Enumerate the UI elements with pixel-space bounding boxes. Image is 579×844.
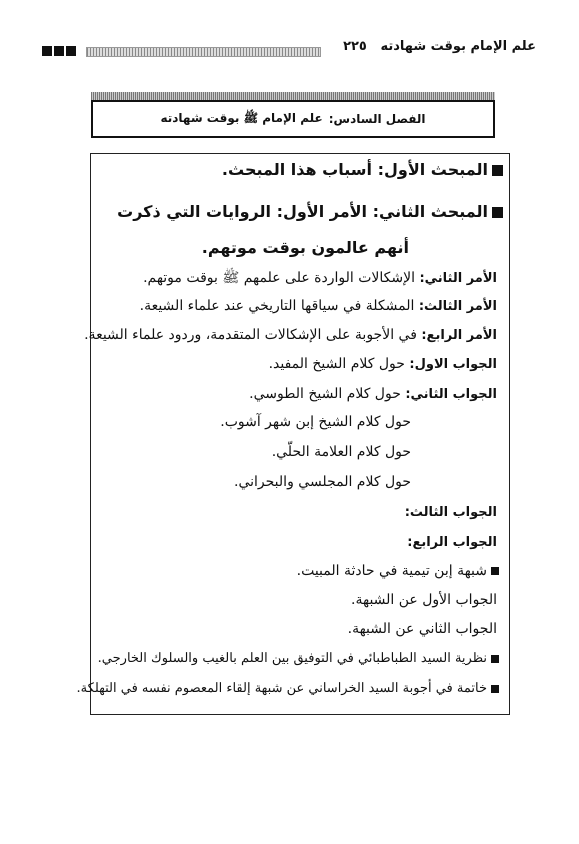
bullet-square-icon [492,207,503,218]
toc-text: حول كلام الشيخ الطوسي. [249,386,401,402]
bullet-square-icon [492,165,503,176]
page-number: ٢٢٥ [343,39,367,54]
toc-text: نظرية السيد الطباطبائي في التوفيق بين العلم بالغيب والسلوك الخارجي. [97,651,487,666]
chapter-title-box [91,92,495,138]
toc-text: حول كلام الشيخ إبن شهر آشوب. [220,414,411,430]
toc-text: المبحث الأول: أسباب هذا المبحث. [221,160,488,179]
running-header [40,38,536,62]
toc-line-r16 [348,621,497,637]
toc-line-r17 [98,651,499,666]
chapter-label: الفصل السادس: [328,112,426,126]
toc-text: الجواب الثاني عن الشبهة. [347,621,497,637]
toc-text: الإشكالات الواردة على علمهم ﷺ بوقت موتهم. [143,270,415,286]
chapter-title: علم الإمام ﷺ بوقت شهادته [160,110,323,125]
toc-text: حول كلام المجلسي والبحراني. [234,474,411,490]
toc-line-r10 [272,444,411,460]
toc-line-r12 [405,504,497,520]
toc-line-r14 [297,563,499,579]
chapter-box [91,100,495,138]
header-marks [42,46,76,56]
toc-line-r7 [269,356,497,372]
toc-text: المبحث الثاني: الأمر الأول: الروايات التي ذكرت [117,202,488,221]
toc-text: أنهم عالمون بوقت موتهم. [201,238,409,257]
toc-line-r9 [220,414,411,430]
toc-label: الجواب الرابع: [407,535,497,550]
header-rule [86,47,321,57]
toc-label: الأمر الثاني: [419,271,497,286]
toc-line-r8 [249,386,497,402]
toc-text: الجواب الأول عن الشبهة. [351,592,497,608]
toc-label: الجواب الثالث: [404,505,497,520]
toc-line-r2 [117,202,503,221]
toc-label: الأمر الرابع: [421,328,497,343]
toc-line-r15 [351,592,497,608]
running-title [343,39,536,54]
toc-text: حول كلام العلامة الحلّي. [271,444,411,460]
bullet-square-icon [491,685,499,693]
bullet-square-icon [491,567,499,575]
toc-text: خاتمة في أجوبة السيد الخراساني عن شبهة إلقاء المعصوم نفسه في التهلكة. [76,681,487,696]
toc-text: المشكلة في سياقها التاريخي عند علماء الشيعة. [139,298,415,314]
bullet-square-icon [491,655,499,663]
toc-line-r3 [202,238,409,257]
running-title-text: علم الإمام بوقت شهادته [380,39,536,54]
toc-line-r1 [222,160,503,179]
toc-line-r6 [84,327,497,343]
toc-text: في الأجوبة على الإشكالات المتقدمة، وردود علماء الشيعة. [84,327,417,343]
toc-line-r13 [407,534,497,550]
toc-text: حول كلام الشيخ المفيد. [268,356,405,372]
toc-label: الأمر الثالث: [418,299,497,314]
toc-label: الجواب الثاني: [405,387,497,402]
toc-line-r11 [234,474,411,490]
toc-line-r4 [143,269,497,289]
toc-label: الجواب الاول: [409,357,497,372]
toc-line-r5 [140,298,497,314]
toc-text: شبهة إبن تيمية في حادثة المبيت. [296,563,487,579]
toc-line-r18 [77,681,499,696]
